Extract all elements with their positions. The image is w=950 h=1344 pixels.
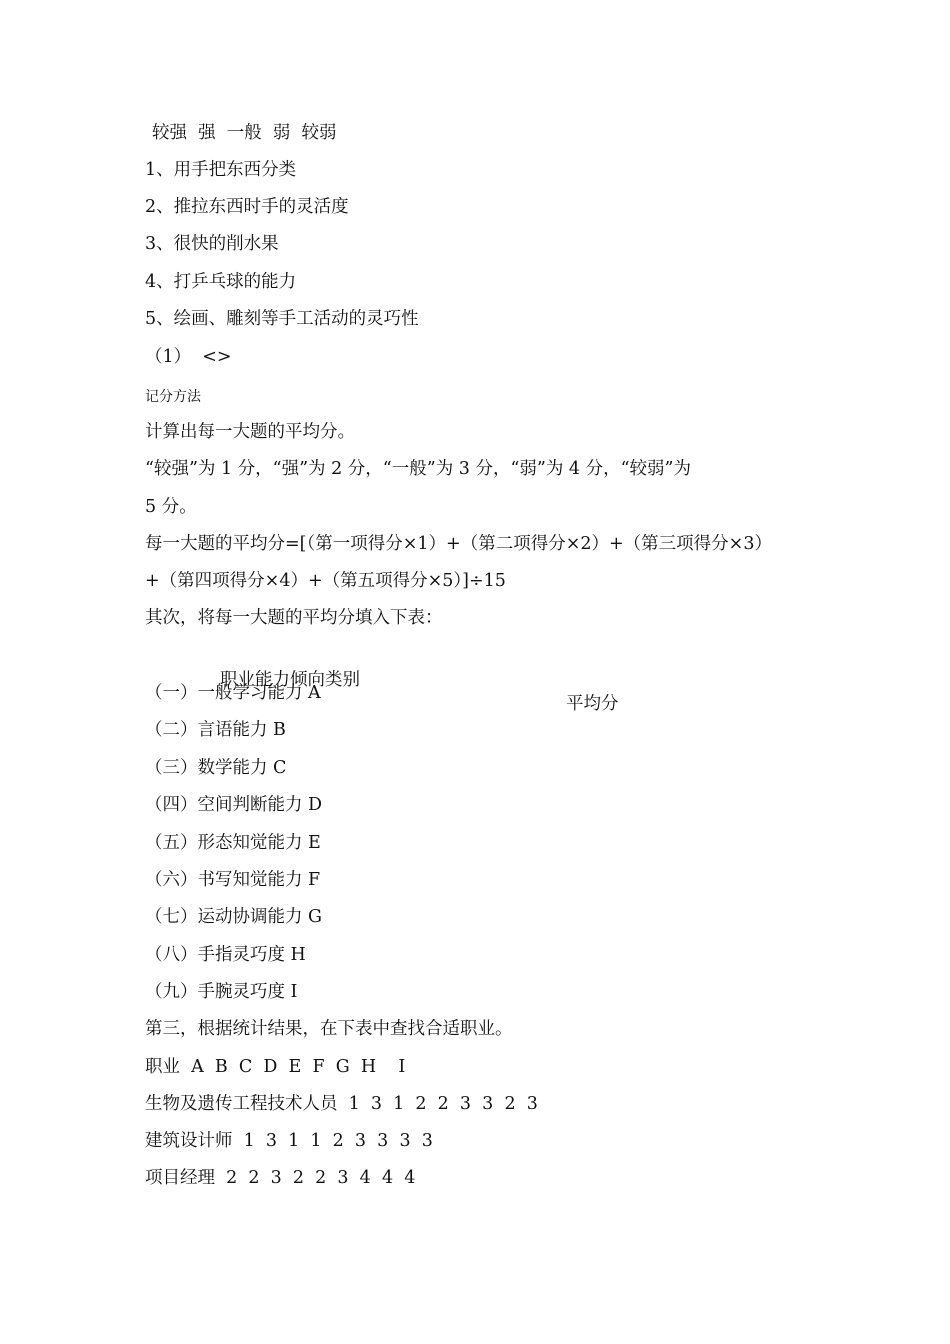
job-table-header: 职业 A B C D E F G H I <box>145 1057 406 1077</box>
question-item-5: 5、绘画、雕刻等手工活动的灵巧性 <box>145 309 419 329</box>
header-category: 职业能力倾向类别 <box>220 670 360 690</box>
ability-row-e: （五）形态知觉能力 E <box>145 833 321 853</box>
scoring-step-2: 其次，将每一大题的平均分填入下表： <box>145 608 443 628</box>
section-marker: （1） <> <box>145 347 232 367</box>
question-item-1: 1、用手把东西分类 <box>145 160 297 180</box>
ability-table-header <box>0 644 950 740</box>
ability-row-h: （八）手指灵巧度 H <box>145 945 306 965</box>
ability-row-a: （一）一般学习能力 A <box>145 683 321 703</box>
job-row-2: 建筑设计师 1 3 1 1 2 3 3 3 3 <box>145 1131 433 1151</box>
step-3: 第三，根据统计结果，在下表中查找合适职业。 <box>145 1019 513 1039</box>
job-row-3: 项目经理 2 2 3 2 2 3 4 4 4 <box>145 1168 416 1188</box>
ability-row-c: （三）数学能力 C <box>145 758 287 778</box>
scoring-rule-line-1: “较强”为 1 分，“强”为 2 分，“一般”为 3 分，“弱”为 4 分，“较弱”为 <box>145 459 692 479</box>
scoring-step-1: 计算出每一大题的平均分。 <box>145 422 355 442</box>
formula-line-1: 每一大题的平均分=[（第一项得分×1）+（第二项得分×2）+（第三项得分×3） <box>145 534 772 554</box>
formula-line-2: +（第四项得分×4）+（第五项得分×5）]÷15 <box>145 571 506 591</box>
question-item-3: 3、很快的削水果 <box>145 234 279 254</box>
rating-header: 较强 强 一般 弱 较弱 <box>152 123 337 143</box>
ability-row-i: （九）手腕灵巧度 I <box>145 982 298 1002</box>
question-item-2: 2、推拉东西时手的灵活度 <box>145 197 349 217</box>
header-score: 平均分 <box>566 694 619 714</box>
ability-row-g: （七）运动协调能力 G <box>145 907 323 927</box>
scoring-title: 记分方法 <box>145 389 201 405</box>
question-item-4: 4、打乒乓球的能力 <box>145 272 297 292</box>
job-row-1: 生物及遗传工程技术人员 1 3 1 2 2 3 3 2 3 <box>145 1094 538 1114</box>
scoring-rule-line-2: 5 分。 <box>145 497 197 517</box>
ability-row-d: （四）空间判断能力 D <box>145 795 323 815</box>
ability-row-b: （二）言语能力 B <box>145 720 286 740</box>
ability-row-f: （六）书写知觉能力 F <box>145 870 321 890</box>
